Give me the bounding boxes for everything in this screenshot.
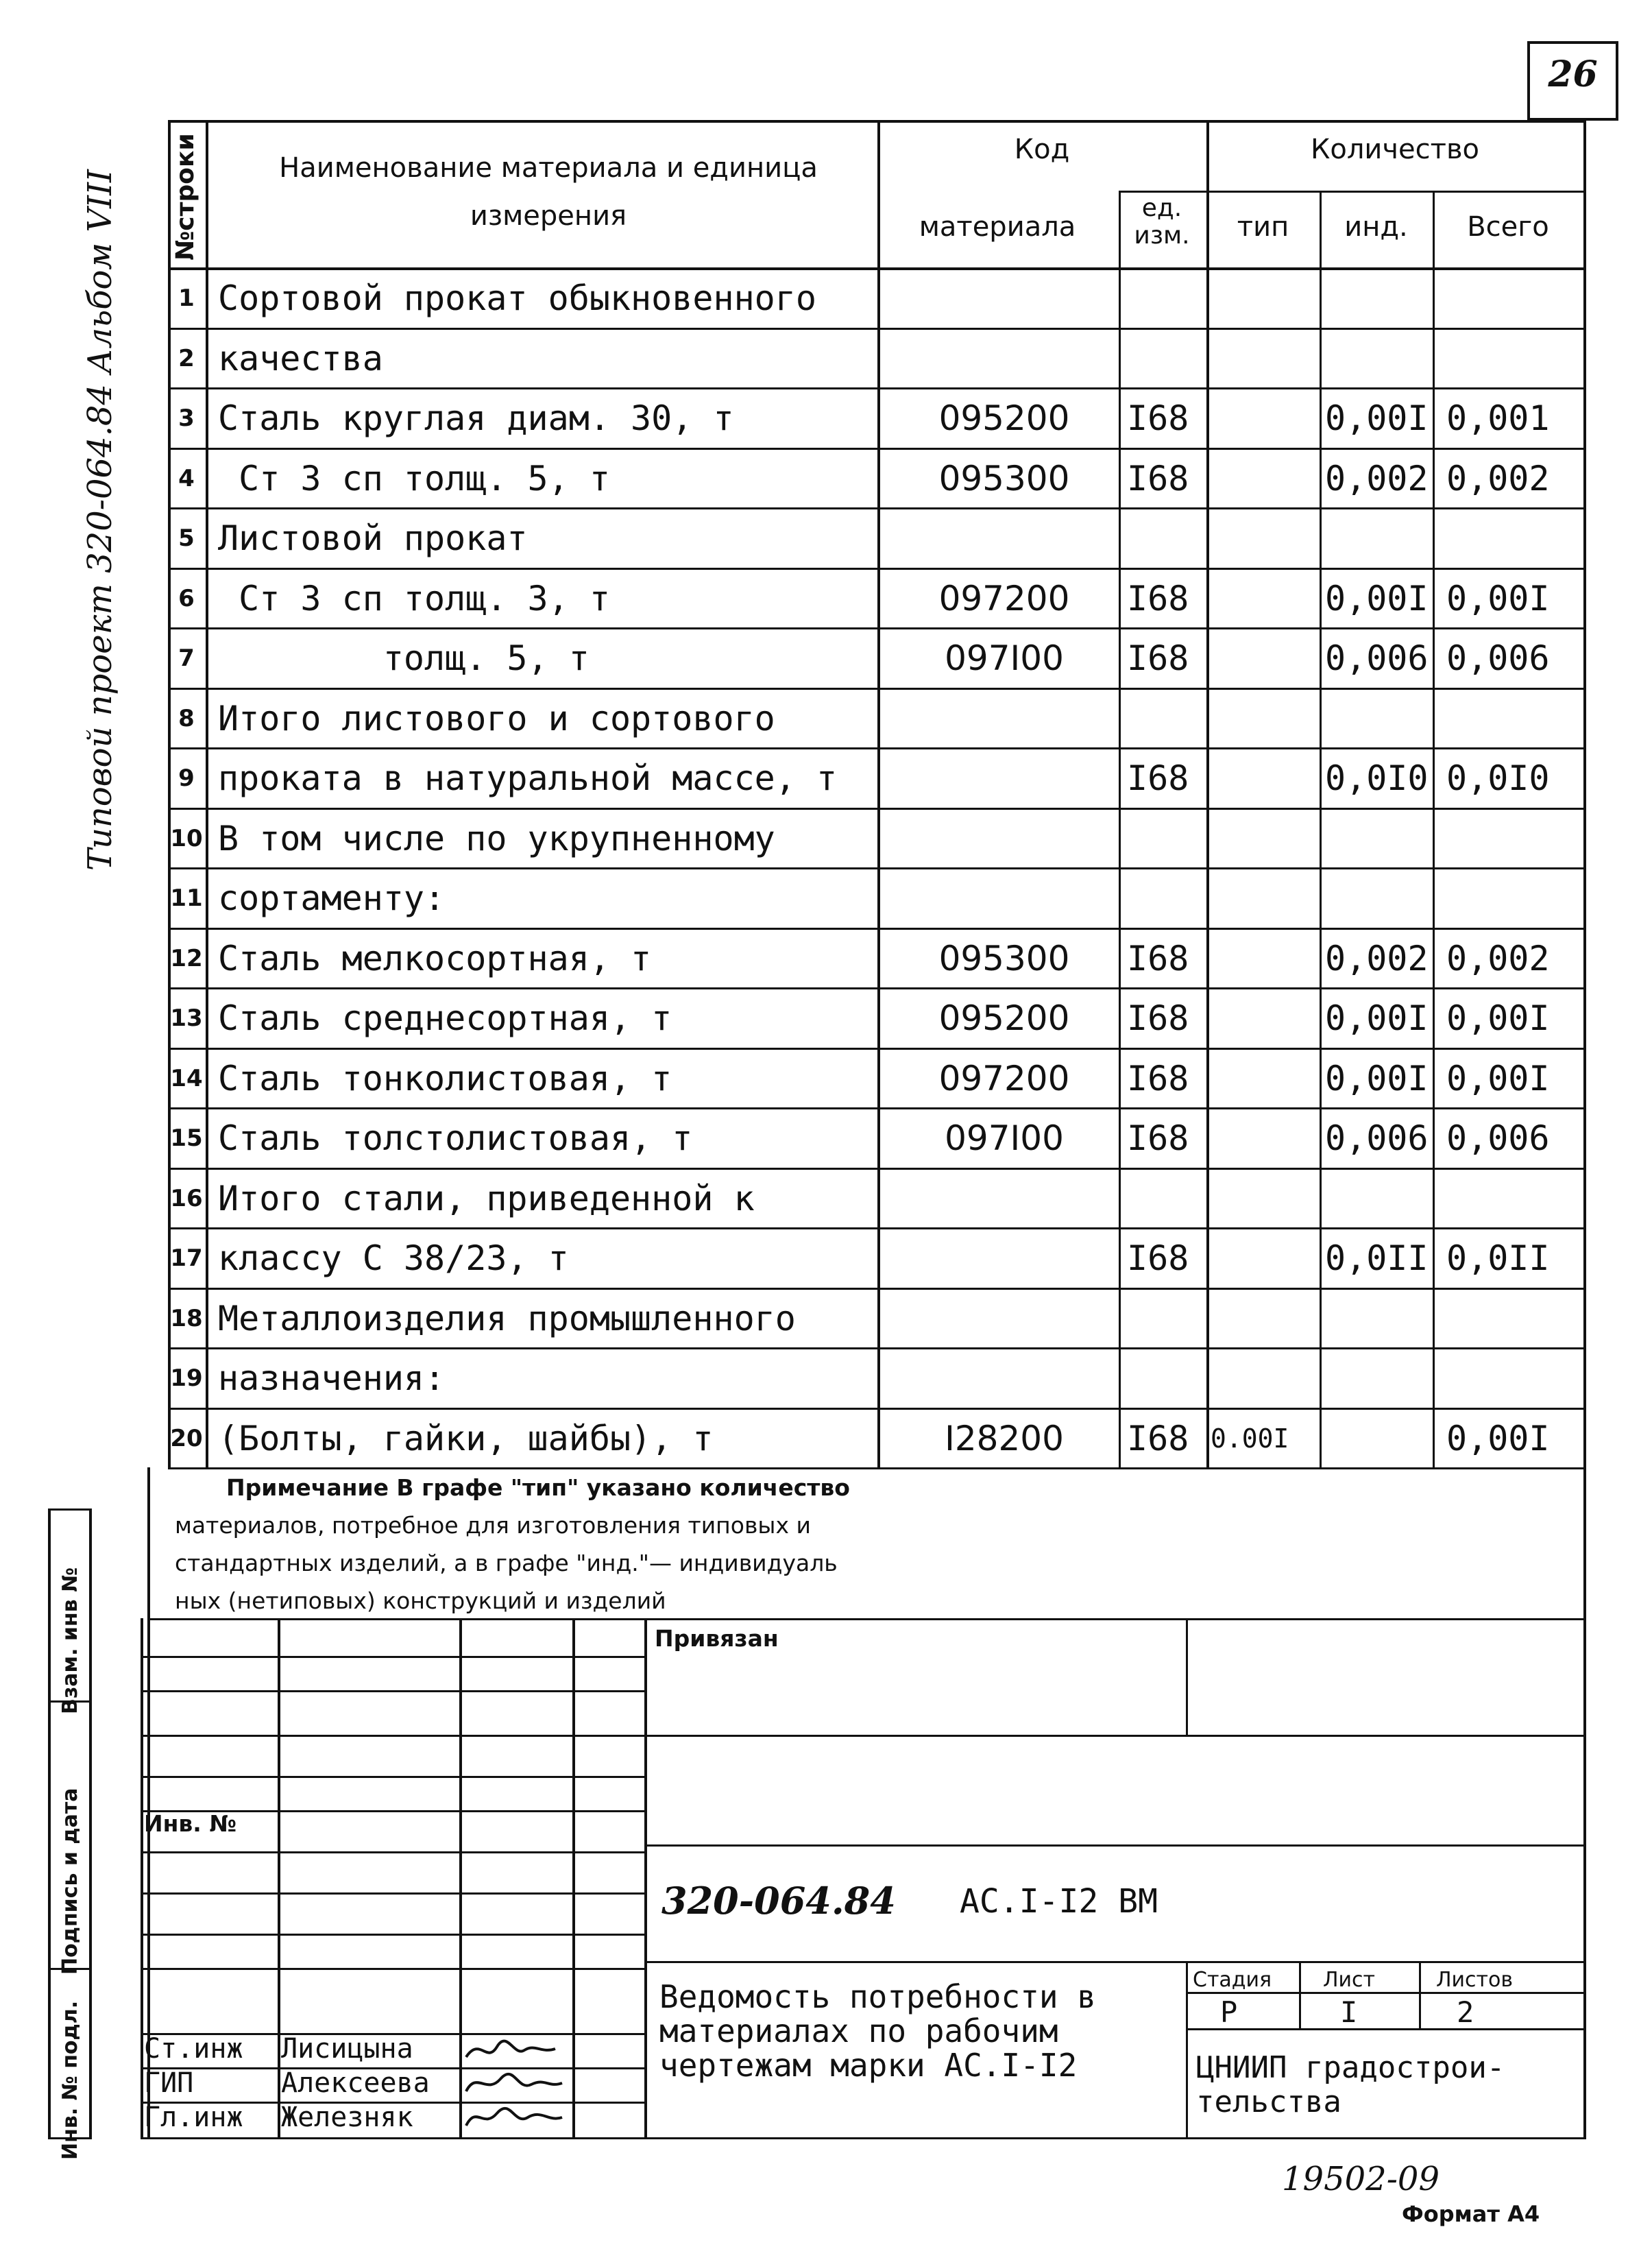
- material-name: Сталь среднесортная, т: [218, 998, 672, 1038]
- col-num: [206, 120, 208, 1467]
- qty-ind: 0,00I: [1325, 1058, 1429, 1098]
- row-number: 2: [178, 344, 195, 372]
- margin-vzam: Взам. инв №: [58, 1567, 82, 1714]
- material-name: Итого стали, приведенной к: [218, 1178, 755, 1218]
- material-name: Сталь тонколистовая, т: [218, 1058, 672, 1098]
- material-name: Итого листового и сортового: [218, 698, 775, 738]
- header-qty-group: Количество: [1310, 134, 1479, 165]
- unit-code: I68: [1127, 458, 1189, 498]
- header-bottom-line: [168, 267, 1583, 270]
- qty-total: 0,00I: [1446, 998, 1550, 1038]
- row-line: [168, 1288, 1583, 1290]
- title-block-right: [1583, 1618, 1586, 2139]
- header-code-material: материала: [919, 211, 1076, 243]
- signature-3: [466, 2108, 562, 2126]
- sig-row-line: [141, 1776, 644, 1778]
- material-name: Листовой прокат: [218, 518, 528, 558]
- row-number: 1: [178, 285, 195, 312]
- doccode-top: [644, 1844, 1583, 1847]
- qty-total: 0,006: [1446, 1118, 1550, 1158]
- col-typ: [1320, 191, 1322, 1467]
- qty-ind: 0,0II: [1325, 1238, 1429, 1278]
- header-qty-type: тип: [1237, 211, 1289, 243]
- signer-role-3: Гл.инж: [144, 2102, 243, 2133]
- margin-podpis: Подпись и дата: [58, 1788, 82, 1975]
- material-name: Ст 3 сп толщ. 5, т: [218, 458, 610, 498]
- row-line: [168, 1467, 1583, 1469]
- sheet-label: Лист: [1323, 1968, 1376, 1992]
- header-name-text: Наименование материала и единица измерения: [279, 152, 818, 232]
- side-stamp: Типовой проект 320-064.84 Альбом VIII: [81, 169, 119, 871]
- material-code: 097200: [938, 1058, 1070, 1098]
- row-number: 5: [178, 525, 195, 552]
- qty-ind: 0,00I: [1325, 578, 1429, 618]
- row-number: 3: [178, 405, 195, 432]
- row-number: 10: [170, 824, 203, 852]
- row-number: 15: [170, 1125, 203, 1152]
- sig-col-3: [572, 1618, 575, 2139]
- sheets-value: 2: [1457, 1995, 1474, 2029]
- qty-typ: 0.00I: [1211, 1423, 1289, 1454]
- unit-code: I68: [1127, 578, 1189, 618]
- qty-total: 0,0II: [1446, 1238, 1550, 1278]
- row-number: 12: [170, 944, 203, 972]
- title-block-bottom: [141, 2137, 1586, 2139]
- format-label: Формат А4: [1402, 2201, 1540, 2227]
- material-name: Сталь мелкосортная, т: [218, 938, 652, 978]
- margin-top: [48, 1508, 92, 1511]
- row-line: [168, 867, 1583, 869]
- sheet-value: I: [1340, 1995, 1358, 2029]
- qty-total: 0,00I: [1446, 1418, 1550, 1458]
- row-line: [168, 1048, 1583, 1050]
- row-line: [168, 1168, 1583, 1170]
- row-number: 18: [170, 1304, 203, 1332]
- margin-inv-podl: Инв. № подл.: [58, 2000, 82, 2160]
- doc-code: АС.I-I2 ВМ: [960, 1882, 1158, 1921]
- material-name: назначения:: [218, 1358, 446, 1398]
- unit-code: I68: [1127, 938, 1189, 978]
- note-line-3: стандартных изделий, а в графе "инд."— индивидуаль: [175, 1550, 838, 1576]
- material-name: качества: [218, 338, 383, 378]
- col-right: [1583, 120, 1586, 1467]
- row-line: [168, 1347, 1583, 1349]
- row-line: [168, 928, 1583, 930]
- material-code: 097I00: [945, 638, 1064, 678]
- header-name: [219, 144, 877, 240]
- stage-value-line: [1186, 2028, 1583, 2030]
- row-number: 19: [170, 1365, 203, 1392]
- material-name: Сталь круглая диам. 30, т: [218, 398, 734, 438]
- stage-split-1: [1299, 1961, 1301, 2028]
- row-line: [168, 688, 1583, 690]
- sig-row-line: [141, 1656, 644, 1658]
- privyazan-bottom: [644, 1735, 1583, 1737]
- sig-col-1: [278, 1618, 280, 2139]
- stage-value: Р: [1220, 1995, 1238, 2029]
- material-code: I28200: [945, 1418, 1064, 1458]
- row-line: [168, 507, 1583, 509]
- header-row-no: №строки: [171, 133, 199, 261]
- org-line-1: ЦНИИП градострои-: [1196, 2050, 1505, 2085]
- qty-total: 0,00I: [1446, 578, 1550, 618]
- material-code: 097200: [938, 578, 1070, 618]
- row-number: 8: [178, 704, 195, 732]
- row-line: [168, 987, 1583, 989]
- margin-strip-right: [89, 1508, 92, 2139]
- privyazan-split: [1186, 1618, 1188, 1735]
- qty-ind: 0,006: [1325, 1118, 1429, 1158]
- row-number: 4: [178, 464, 195, 492]
- row-number: 9: [178, 765, 195, 792]
- signer-name-2: Алексеева: [281, 2067, 430, 2099]
- qty-total: 0,002: [1446, 938, 1550, 978]
- row-line: [168, 387, 1583, 389]
- title-line-2: материалах по рабочим: [659, 2012, 1058, 2049]
- privyazan-label: Привязан: [655, 1625, 779, 1652]
- qty-ind: 0,002: [1325, 458, 1429, 498]
- doc-code-handwritten: 320-064.84: [661, 1879, 896, 1923]
- row-line: [168, 627, 1583, 629]
- qty-ind: 0,00I: [1325, 398, 1429, 438]
- unit-code: I68: [1127, 1118, 1189, 1158]
- title-block-left: [644, 1618, 647, 2139]
- note-bottom-line: [147, 1618, 1586, 1620]
- col-group-split: [1206, 120, 1209, 1467]
- material-code: 095300: [938, 458, 1070, 498]
- material-name: проката в натуральной массе, т: [218, 758, 838, 798]
- row-line: [168, 1227, 1583, 1229]
- material-name: (Болты, гайки, шайбы), т: [218, 1418, 714, 1458]
- row-number: 20: [170, 1424, 203, 1452]
- signer-role-1: Ст.инж: [144, 2033, 243, 2065]
- header-code-unit: ед. изм.: [1134, 194, 1190, 250]
- note-right-border: [1583, 1467, 1586, 1618]
- qty-ind: 0,006: [1325, 638, 1429, 678]
- signer-name-3: Железняк: [281, 2102, 413, 2133]
- page-number: 26: [1548, 53, 1598, 95]
- title-line-1: Ведомость потребности в: [659, 1978, 1096, 2015]
- stage-left: [1186, 1961, 1188, 2139]
- qty-total: 0,006: [1446, 638, 1550, 678]
- header-qty-ind: инд.: [1344, 211, 1408, 243]
- qty-total: 0,0I0: [1446, 758, 1550, 798]
- row-line: [168, 808, 1583, 810]
- sig-row-line: [141, 1968, 644, 1970]
- row-number: 13: [170, 1005, 203, 1032]
- qty-total: 0,001: [1446, 398, 1550, 438]
- material-name: классу С 38/23, т: [218, 1238, 569, 1278]
- material-name: сортаменту:: [218, 878, 446, 918]
- material-code: 097I00: [945, 1118, 1064, 1158]
- material-name: Сталь толстолистовая, т: [218, 1118, 693, 1158]
- row-number: 7: [178, 645, 195, 672]
- header-qty-total: Всего: [1467, 211, 1549, 243]
- header-sub-line: [1119, 191, 1583, 193]
- row-number: 17: [170, 1245, 203, 1272]
- unit-code: I68: [1127, 998, 1189, 1038]
- unit-code: I68: [1127, 398, 1189, 438]
- row-line: [168, 568, 1583, 570]
- sig-row-line: [141, 1690, 644, 1692]
- note-line-1: Примечание В графе "тип" указано количество: [226, 1474, 850, 1501]
- material-name: Ст 3 сп толщ. 3, т: [218, 578, 610, 618]
- row-number: 11: [170, 885, 203, 912]
- qty-ind: 0,002: [1325, 938, 1429, 978]
- row-line: [168, 1107, 1583, 1109]
- col-ind: [1433, 191, 1435, 1467]
- col-name: [877, 120, 880, 1467]
- sig-row-line: [141, 1892, 644, 1895]
- margin-strip-left: [48, 1508, 51, 2139]
- row-number: 16: [170, 1184, 203, 1212]
- doccode-bottom: [644, 1961, 1583, 1963]
- stage-label: Стадия: [1193, 1968, 1272, 1992]
- signer-role-2: ГИП: [144, 2067, 194, 2099]
- material-code: 095200: [938, 998, 1070, 1038]
- note-line-4: ных (нетиповых) конструкций и изделий: [175, 1587, 666, 1614]
- qty-total: 0,002: [1446, 458, 1550, 498]
- sig-row-line: [141, 1735, 644, 1737]
- bottom-code: 19502-09: [1282, 2160, 1440, 2198]
- unit-code: I68: [1127, 1058, 1189, 1098]
- inv-no-label: Инв. №: [144, 1810, 237, 1837]
- row-line: [168, 1408, 1583, 1410]
- signatures: [459, 2030, 569, 2139]
- sheets-label: Листов: [1436, 1968, 1514, 1992]
- unit-code: I68: [1127, 758, 1189, 798]
- stage-label-line: [1186, 1992, 1583, 1994]
- title-line-3: чертежам марки АС.I-I2: [659, 2047, 1078, 2084]
- unit-code: I68: [1127, 638, 1189, 678]
- row-line: [168, 747, 1583, 749]
- qty-ind: 0,00I: [1325, 998, 1429, 1038]
- sig-col-0: [141, 1618, 143, 2139]
- material-code: 095300: [938, 938, 1070, 978]
- col-code: [1119, 191, 1121, 1467]
- note-line-2: материалов, потребное для изготовления типовых и: [175, 1512, 811, 1539]
- unit-code: I68: [1127, 1238, 1189, 1278]
- stage-split-2: [1419, 1961, 1421, 2028]
- unit-code: I68: [1127, 1418, 1189, 1458]
- material-name: Сортовой прокат обыкновенного: [218, 278, 816, 318]
- row-line: [168, 448, 1583, 450]
- sig-row-line: [141, 1934, 644, 1936]
- signature-1: [466, 2041, 555, 2057]
- material-name: толщ. 5, т: [218, 638, 590, 678]
- sig-row-line: [141, 1851, 644, 1853]
- signer-name-1: Лисицына: [281, 2033, 413, 2065]
- row-number: 14: [170, 1064, 203, 1092]
- qty-total: 0,00I: [1446, 1058, 1550, 1098]
- qty-ind: 0,0I0: [1325, 758, 1429, 798]
- org-line-2: тельства: [1196, 2084, 1341, 2119]
- header-code-group: Код: [1014, 134, 1070, 165]
- row-line: [168, 328, 1583, 330]
- material-code: 095200: [938, 398, 1070, 438]
- signature-2: [466, 2074, 562, 2091]
- row-number: 6: [178, 584, 195, 612]
- material-name: Металлоизделия промышленного: [218, 1298, 796, 1338]
- material-name: В том числе по укрупненному: [218, 818, 775, 858]
- table-top-border: [168, 120, 1583, 123]
